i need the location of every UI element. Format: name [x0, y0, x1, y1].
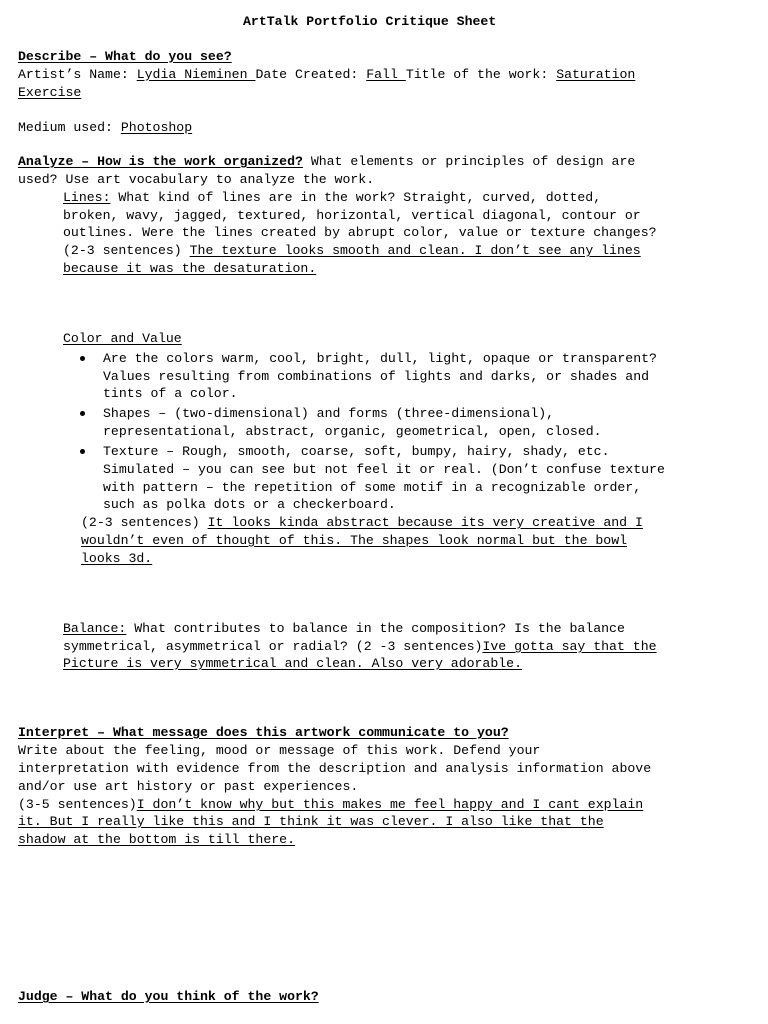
- lines-answer: The texture looks smooth and clean. I don’t see any lines: [189, 243, 641, 258]
- analyze-intro-cont: used? Use art vocabulary to analyze the work.: [18, 172, 375, 187]
- bullet-texture-2: Simulated – you can see but not feel it or real. (Don’t confuse texture: [103, 462, 665, 477]
- bullet-shapes-2: representational, abstract, organic, geometrical, open, closed.: [103, 424, 602, 439]
- balance-row: [63, 620, 625, 637]
- bullet-colors-2: Values resulting from combinations of lights and darks, or shades and: [103, 369, 650, 384]
- bullet-colors-3: tints of a color.: [103, 386, 238, 401]
- balance-question: What contributes to balance in the composition? Is the balance: [126, 621, 625, 636]
- balance-answer-row: [63, 638, 657, 655]
- balance-label: Balance:: [63, 621, 127, 636]
- bullet-texture-4: such as polka dots or a checkerboard.: [103, 497, 396, 512]
- balance-question-2: symmetrical, asymmetrical or radial? (2 -3 sentences): [63, 639, 483, 654]
- interpret-sentences-hint: (3-5 sentences): [18, 797, 137, 812]
- judge-heading: Judge – What do you think of the work?: [18, 989, 319, 1004]
- work-title-label: Title of the work:: [405, 67, 557, 82]
- medium-label: Medium used:: [18, 120, 121, 135]
- bullet-texture-3: with pattern – the repetition of some motif in a recognizable order,: [103, 480, 642, 495]
- work-title-value-cont: Exercise: [18, 85, 82, 100]
- lines-row: [63, 189, 601, 206]
- interpret-question-2: interpretation with evidence from the description and analysis information above: [18, 761, 652, 776]
- bullet-shapes-1: Shapes – (two-dimensional) and forms (three-dimensional),: [103, 406, 555, 421]
- artist-label: Artist’s Name:: [18, 67, 137, 82]
- color-answer: It looks kinda abstract because its very creative and I: [207, 515, 643, 530]
- lines-sentences-hint: (2-3 sentences): [63, 243, 190, 258]
- balance-answer: Ive gotta say that the: [482, 639, 657, 654]
- color-answer-row: [81, 514, 643, 531]
- interpret-answer: I don’t know why but this makes me feel happy and I cant explain: [136, 797, 644, 812]
- bullet-icon: [80, 356, 85, 361]
- balance-answer-cont: Picture is very symmetrical and clean. Also very adorable.: [63, 656, 522, 671]
- medium-row: [18, 119, 192, 136]
- interpret-answer-cont: it. But I really like this and I think it was clever. I also like that the: [18, 814, 604, 829]
- artist-value: Lydia Nieminen: [136, 67, 256, 82]
- artist-row: [18, 66, 635, 83]
- work-title-value: Saturation: [556, 67, 636, 82]
- color-value-label: Color and Value: [63, 331, 182, 346]
- analyze-row: [18, 153, 635, 170]
- bullet-colors-1: Are the colors warm, cool, bright, dull, light, opaque or transparent?: [103, 351, 657, 366]
- lines-answer-cont: because it was the desaturation.: [63, 261, 317, 276]
- lines-question: What kind of lines are in the work? Straight, curved, dotted,: [110, 190, 602, 205]
- interpret-question-3: and/or use art history or past experiences.: [18, 779, 359, 794]
- color-answer-cont: wouldn’t even of thought of this. The shapes look normal but the bowl: [81, 533, 628, 548]
- page-title: ArtTalk Portfolio Critique Sheet: [243, 14, 497, 29]
- interpret-heading: Interpret – What message does this artwork communicate to you?: [18, 725, 509, 740]
- lines-label: Lines:: [63, 190, 111, 205]
- describe-heading: Describe – What do you see?: [18, 49, 232, 64]
- date-value: Fall: [366, 67, 406, 82]
- color-answer-cont: looks 3d.: [81, 551, 153, 566]
- analyze-heading: Analyze – How is the work organized?: [18, 154, 303, 169]
- lines-question-3: outlines. Were the lines created by abrupt color, value or texture changes?: [63, 225, 657, 240]
- bullet-texture-1: Texture – Rough, smooth, coarse, soft, bumpy, hairy, shady, etc.: [103, 444, 610, 459]
- interpret-question-1: Write about the feeling, mood or message of this work. Defend your: [18, 743, 541, 758]
- bullet-icon: [80, 411, 85, 416]
- color-sentences-hint: (2-3 sentences): [81, 515, 208, 530]
- interpret-answer-cont: shadow at the bottom is till there.: [18, 832, 295, 847]
- lines-answer-row: [63, 242, 641, 259]
- lines-question-2: broken, wavy, jagged, textured, horizontal, vertical diagonal, contour or: [63, 208, 641, 223]
- bullet-icon: [80, 449, 85, 454]
- analyze-intro: What elements or principles of design are: [302, 154, 636, 169]
- medium-value: Photoshop: [120, 120, 193, 135]
- date-label: Date Created:: [255, 67, 367, 82]
- interpret-answer-row: [18, 796, 643, 813]
